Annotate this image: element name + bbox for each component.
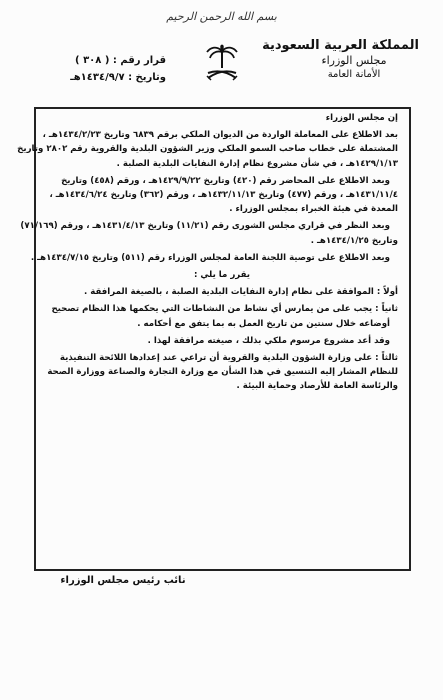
secretariat-name: الأمانة العامة bbox=[327, 69, 381, 80]
item-2-line-2: أوضاعه خلال سنتين من تاريخ العمل به بما يتفق مع أحكامه . bbox=[137, 318, 390, 329]
item-3-line-2: للنظام المشار إليه التنسيق في هذا الشأن مع وزارة التجارة والصناعة ووزارة الصحة bbox=[47, 367, 398, 378]
item-1: أولاً : الموافقة على نظام إدارة النفايات البلدية الصلبة ، بالصيغة المرافقة . bbox=[84, 287, 398, 298]
decision-body bbox=[17, 111, 398, 394]
letterhead bbox=[262, 38, 419, 82]
decision-meta bbox=[36, 52, 166, 86]
body-line-1: بعد الاطلاع على المعاملة الواردة من الديوان الملكي برقم ٦٨٣٩ وتاريخ ١٤٣٤/٢/٢٣هـ ، bbox=[42, 130, 398, 141]
decree-note: وقد أعد مشروع مرسوم ملكي بذلك ، صيغته مرافقة لهذا . bbox=[147, 335, 390, 346]
body-line-5: ١٤٣١/١١/٤هـ ، ورقم (٤٧٧) وتاريخ ١٤٣٢/١١/١٣هـ ، ورقم (٣٦٢) وتاريخ ١٤٣٤/٦/٢٤هـ ، bbox=[49, 190, 398, 201]
council-name: مجلس الوزراء bbox=[321, 54, 387, 67]
item-2-line-1: ثانياً : يجب على من يمارس أي نشاط من النشاطات التي يحكمها هذا النظام تصحيح bbox=[51, 304, 398, 315]
body-line-4: وبعد الاطلاع على المحاضر رقم (٤٢٠) وتاريخ ١٤٢٩/٩/٢٢هـ ، ورقم (٤٥٨) وتاريخ bbox=[61, 175, 390, 186]
item-3-line-3: والرئاسة العامة للأرصاد وحماية البيئة . bbox=[236, 381, 398, 392]
body-line-8: وتاريخ ١٤٣٤/١/٢٥هـ . bbox=[310, 235, 398, 246]
body-line-6: المعدة في هيئة الخبراء بمجلس الوزراء . bbox=[229, 204, 398, 215]
decides-heading: يقرر ما يلي : bbox=[193, 270, 251, 281]
body-line-7: وبعد النظر في قراري مجلس الشورى رقم (١١/٢١) وتاريخ ١٤٣١/٤/١٣هـ ، ورقم (٧١/١٦٩) bbox=[20, 221, 390, 232]
decision-date: وتاريخ : ١٤٣٤/٩/٧هـ bbox=[70, 72, 166, 83]
body-line-2: المشتملة على خطاب صاحب السمو الملكي وزير الشؤون البلدية والقروية رقم ٢٨٠٢ وتاريخ bbox=[17, 144, 398, 155]
signature-title: نائب رئيس مجلس الوزراء bbox=[60, 575, 186, 586]
body-line-9: وبعد الاطلاع على توصية اللجنة العامة لمجلس الوزراء رقم (٥١١) وتاريخ ١٤٣٤/٧/١٥هـ . bbox=[30, 252, 390, 263]
item-3-line-1: ثالثاً : على وزارة الشؤون البلدية والقروية أن تراعي عند إعدادها اللائحة التنفيذية bbox=[59, 353, 398, 364]
palm-and-swords-emblem-icon bbox=[202, 42, 242, 84]
basmala: بسم الله الرحمن الرحيم bbox=[166, 10, 277, 23]
decision-number: قرار رقم : ( ٣٠٨ ) bbox=[75, 55, 166, 66]
kingdom-name: المملكة العربية السعودية bbox=[262, 38, 419, 53]
opening-line: إن مجلس الوزراء bbox=[325, 113, 398, 123]
body-line-3: ١٤٢٩/١/١٣هـ ، في شأن مشروع نظام إدارة النفايات البلدية الصلبة . bbox=[116, 158, 398, 169]
